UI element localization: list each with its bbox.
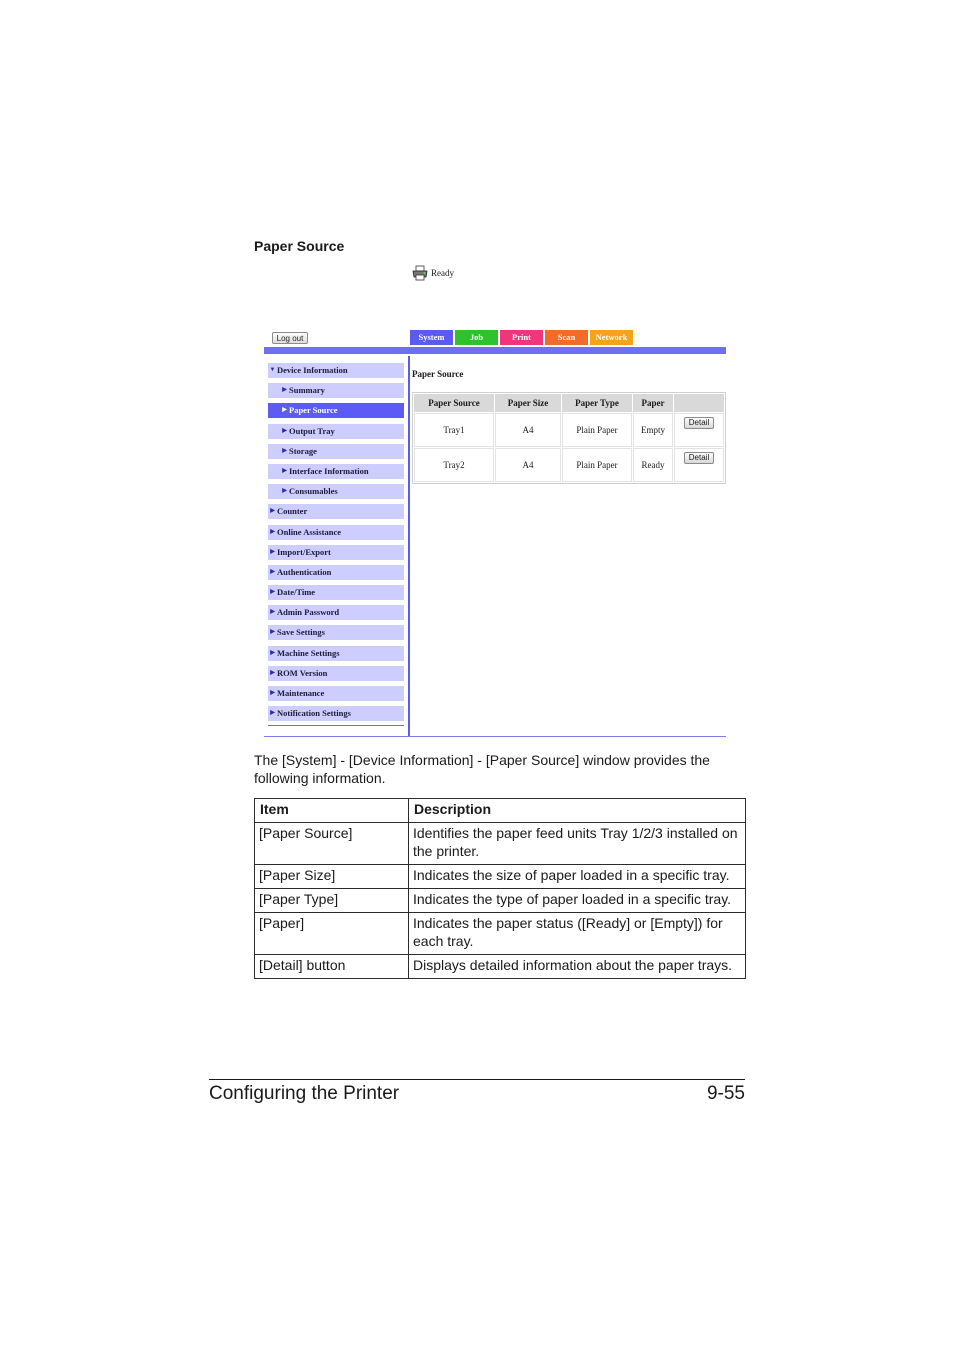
sidebar-item-label: Counter xyxy=(277,506,308,517)
column-header xyxy=(674,394,724,412)
sidebar-item-storage[interactable] xyxy=(268,444,404,459)
printer-icon xyxy=(412,265,428,281)
description-cell: Indicates the size of paper loaded in a specific tray. xyxy=(409,865,746,889)
tab-print[interactable]: Print xyxy=(500,330,543,345)
description-cell: Indicates the paper status ([Ready] or [Empty]) for each tray. xyxy=(409,913,746,955)
table-row xyxy=(255,955,746,979)
sidebar-item-label: Storage xyxy=(289,445,317,456)
triangle-down-icon: ▼ xyxy=(269,367,276,373)
sidebar-item-label: Summary xyxy=(289,385,325,396)
sidebar-item-online-assistance[interactable] xyxy=(268,525,404,540)
sidebar-item-label: ROM Version xyxy=(277,667,328,678)
sidebar-item-label: Import/Export xyxy=(277,546,331,557)
triangle-right-icon: ▶ xyxy=(270,629,275,636)
column-header: Description xyxy=(409,799,746,823)
paper-size-cell: A4 xyxy=(495,413,561,447)
triangle-right-icon: ▶ xyxy=(270,669,275,676)
tab-network[interactable]: Network xyxy=(590,330,633,345)
detail-button[interactable]: Detail xyxy=(684,452,714,464)
sidebar-item-interface-information[interactable] xyxy=(268,464,404,479)
sidebar-item-label: Output Tray xyxy=(289,425,335,436)
content-title: Paper Source xyxy=(412,369,464,379)
sidebar-item-summary[interactable] xyxy=(268,383,404,398)
sidebar-item-paper-source[interactable] xyxy=(268,403,404,418)
detail-button[interactable]: Detail xyxy=(684,417,714,429)
column-header: Item xyxy=(255,799,409,823)
sidebar-item-machine-settings[interactable] xyxy=(268,646,404,661)
page-number: 9-55 xyxy=(706,1083,745,1104)
paper-source-cell: Tray2 xyxy=(414,448,494,482)
triangle-right-icon: ▶ xyxy=(270,528,275,535)
sidebar-item-label: Save Settings xyxy=(277,627,325,638)
sidebar-item-maintenance[interactable] xyxy=(268,686,404,701)
sidebar-item-import-export[interactable] xyxy=(268,545,404,560)
sidebar-item-rom-version[interactable] xyxy=(268,666,404,681)
footer-rule xyxy=(209,1079,745,1080)
sidebar-item-authentication[interactable] xyxy=(268,565,404,580)
sidebar-item-consumables[interactable] xyxy=(268,484,404,499)
detail-cell xyxy=(674,448,724,482)
table-row xyxy=(414,413,724,447)
triangle-right-icon: ▶ xyxy=(270,609,275,616)
table-row xyxy=(255,865,746,889)
sidebar-item-label: Maintenance xyxy=(277,688,325,698)
item-cell: [Paper Type] xyxy=(255,889,409,913)
table-row xyxy=(255,889,746,913)
tab-bar xyxy=(410,330,633,345)
table-row xyxy=(414,448,724,482)
sidebar-divider xyxy=(268,725,404,726)
table-row xyxy=(255,823,746,865)
paper-source-table xyxy=(412,392,726,484)
item-cell: [Paper Size] xyxy=(255,865,409,889)
triangle-right-icon: ▶ xyxy=(282,407,287,414)
description-cell: Displays detailed information about the paper trays. xyxy=(409,955,746,979)
sidebar-item-save-settings[interactable] xyxy=(268,625,404,640)
sidebar-item-label: Machine Settings xyxy=(277,647,340,658)
item-cell: [Detail] button xyxy=(255,955,409,979)
triangle-right-icon: ▶ xyxy=(270,710,275,717)
description-table xyxy=(254,798,746,979)
triangle-right-icon: ▶ xyxy=(270,649,275,656)
logout-button[interactable]: Log out xyxy=(272,332,308,344)
sidebar-item-label: Notification Settings xyxy=(277,708,351,719)
paper-status-cell: Empty xyxy=(633,413,673,447)
sidebar-item-label: Device Information xyxy=(277,365,348,375)
description-cell: Identifies the paper feed units Tray 1/2/3 installed on the printer. xyxy=(409,823,746,865)
column-header: Paper Size xyxy=(495,394,561,412)
detail-cell xyxy=(674,413,724,447)
sidebar-item-output-tray[interactable] xyxy=(268,424,404,439)
tab-job[interactable]: Job xyxy=(455,330,498,345)
triangle-right-icon: ▶ xyxy=(270,508,275,515)
column-header: Paper Source xyxy=(414,394,494,412)
sidebar-item-label: Admin Password xyxy=(277,607,340,618)
footer-chapter-title: Configuring the Printer xyxy=(209,1083,400,1104)
sidebar-item-label: Authentication xyxy=(277,566,332,577)
triangle-right-icon: ▶ xyxy=(282,387,287,394)
column-header: Paper xyxy=(633,394,673,412)
triangle-right-icon: ▶ xyxy=(282,447,287,454)
sidebar-item-notification-settings[interactable] xyxy=(268,706,404,721)
sidebar-item-label: Interface Information xyxy=(289,465,369,476)
status-text: Ready xyxy=(431,268,454,278)
paper-size-cell: A4 xyxy=(495,448,561,482)
sidebar-item-device-information[interactable] xyxy=(268,363,404,378)
triangle-right-icon: ▶ xyxy=(282,467,287,474)
paper-type-cell: Plain Paper xyxy=(562,413,632,447)
paper-status-cell: Ready xyxy=(633,448,673,482)
paper-type-cell: Plain Paper xyxy=(562,448,632,482)
item-cell: [Paper Source] xyxy=(255,823,409,865)
intro-paragraph: The [System] - [Device Information] - [Paper Source] window provides the following information. xyxy=(254,752,710,786)
triangle-right-icon: ▶ xyxy=(270,690,275,696)
printer-status xyxy=(412,265,454,281)
triangle-right-icon: ▶ xyxy=(270,589,275,596)
sidebar-item-label: Consumables xyxy=(289,486,338,497)
tab-scan[interactable]: Scan xyxy=(545,330,588,345)
sidebar-item-date-time[interactable] xyxy=(268,585,404,600)
tab-system[interactable]: System xyxy=(410,330,453,345)
column-header: Paper Type xyxy=(562,394,632,412)
sidebar-item-admin-password[interactable] xyxy=(268,605,404,620)
sidebar-item-label: Paper Source xyxy=(289,405,338,416)
triangle-right-icon: ▶ xyxy=(282,427,287,434)
sidebar-item-counter[interactable] xyxy=(268,504,404,519)
header-bar xyxy=(264,347,726,354)
item-cell: [Paper] xyxy=(255,913,409,955)
sidebar-nav xyxy=(268,363,404,726)
sidebar-item-label: Date/Time xyxy=(277,587,316,598)
triangle-right-icon: ▶ xyxy=(270,568,275,575)
nav-content-divider xyxy=(408,356,410,736)
description-cell: Indicates the type of paper loaded in a specific tray. xyxy=(409,889,746,913)
section-title: Paper Source xyxy=(254,238,345,254)
table-row xyxy=(255,913,746,955)
sidebar-item-label: Online Assistance xyxy=(277,526,341,537)
triangle-right-icon: ▶ xyxy=(270,548,275,555)
paper-source-cell: Tray1 xyxy=(414,413,494,447)
content-bottom-line xyxy=(264,736,726,737)
triangle-right-icon: ▶ xyxy=(282,488,287,495)
